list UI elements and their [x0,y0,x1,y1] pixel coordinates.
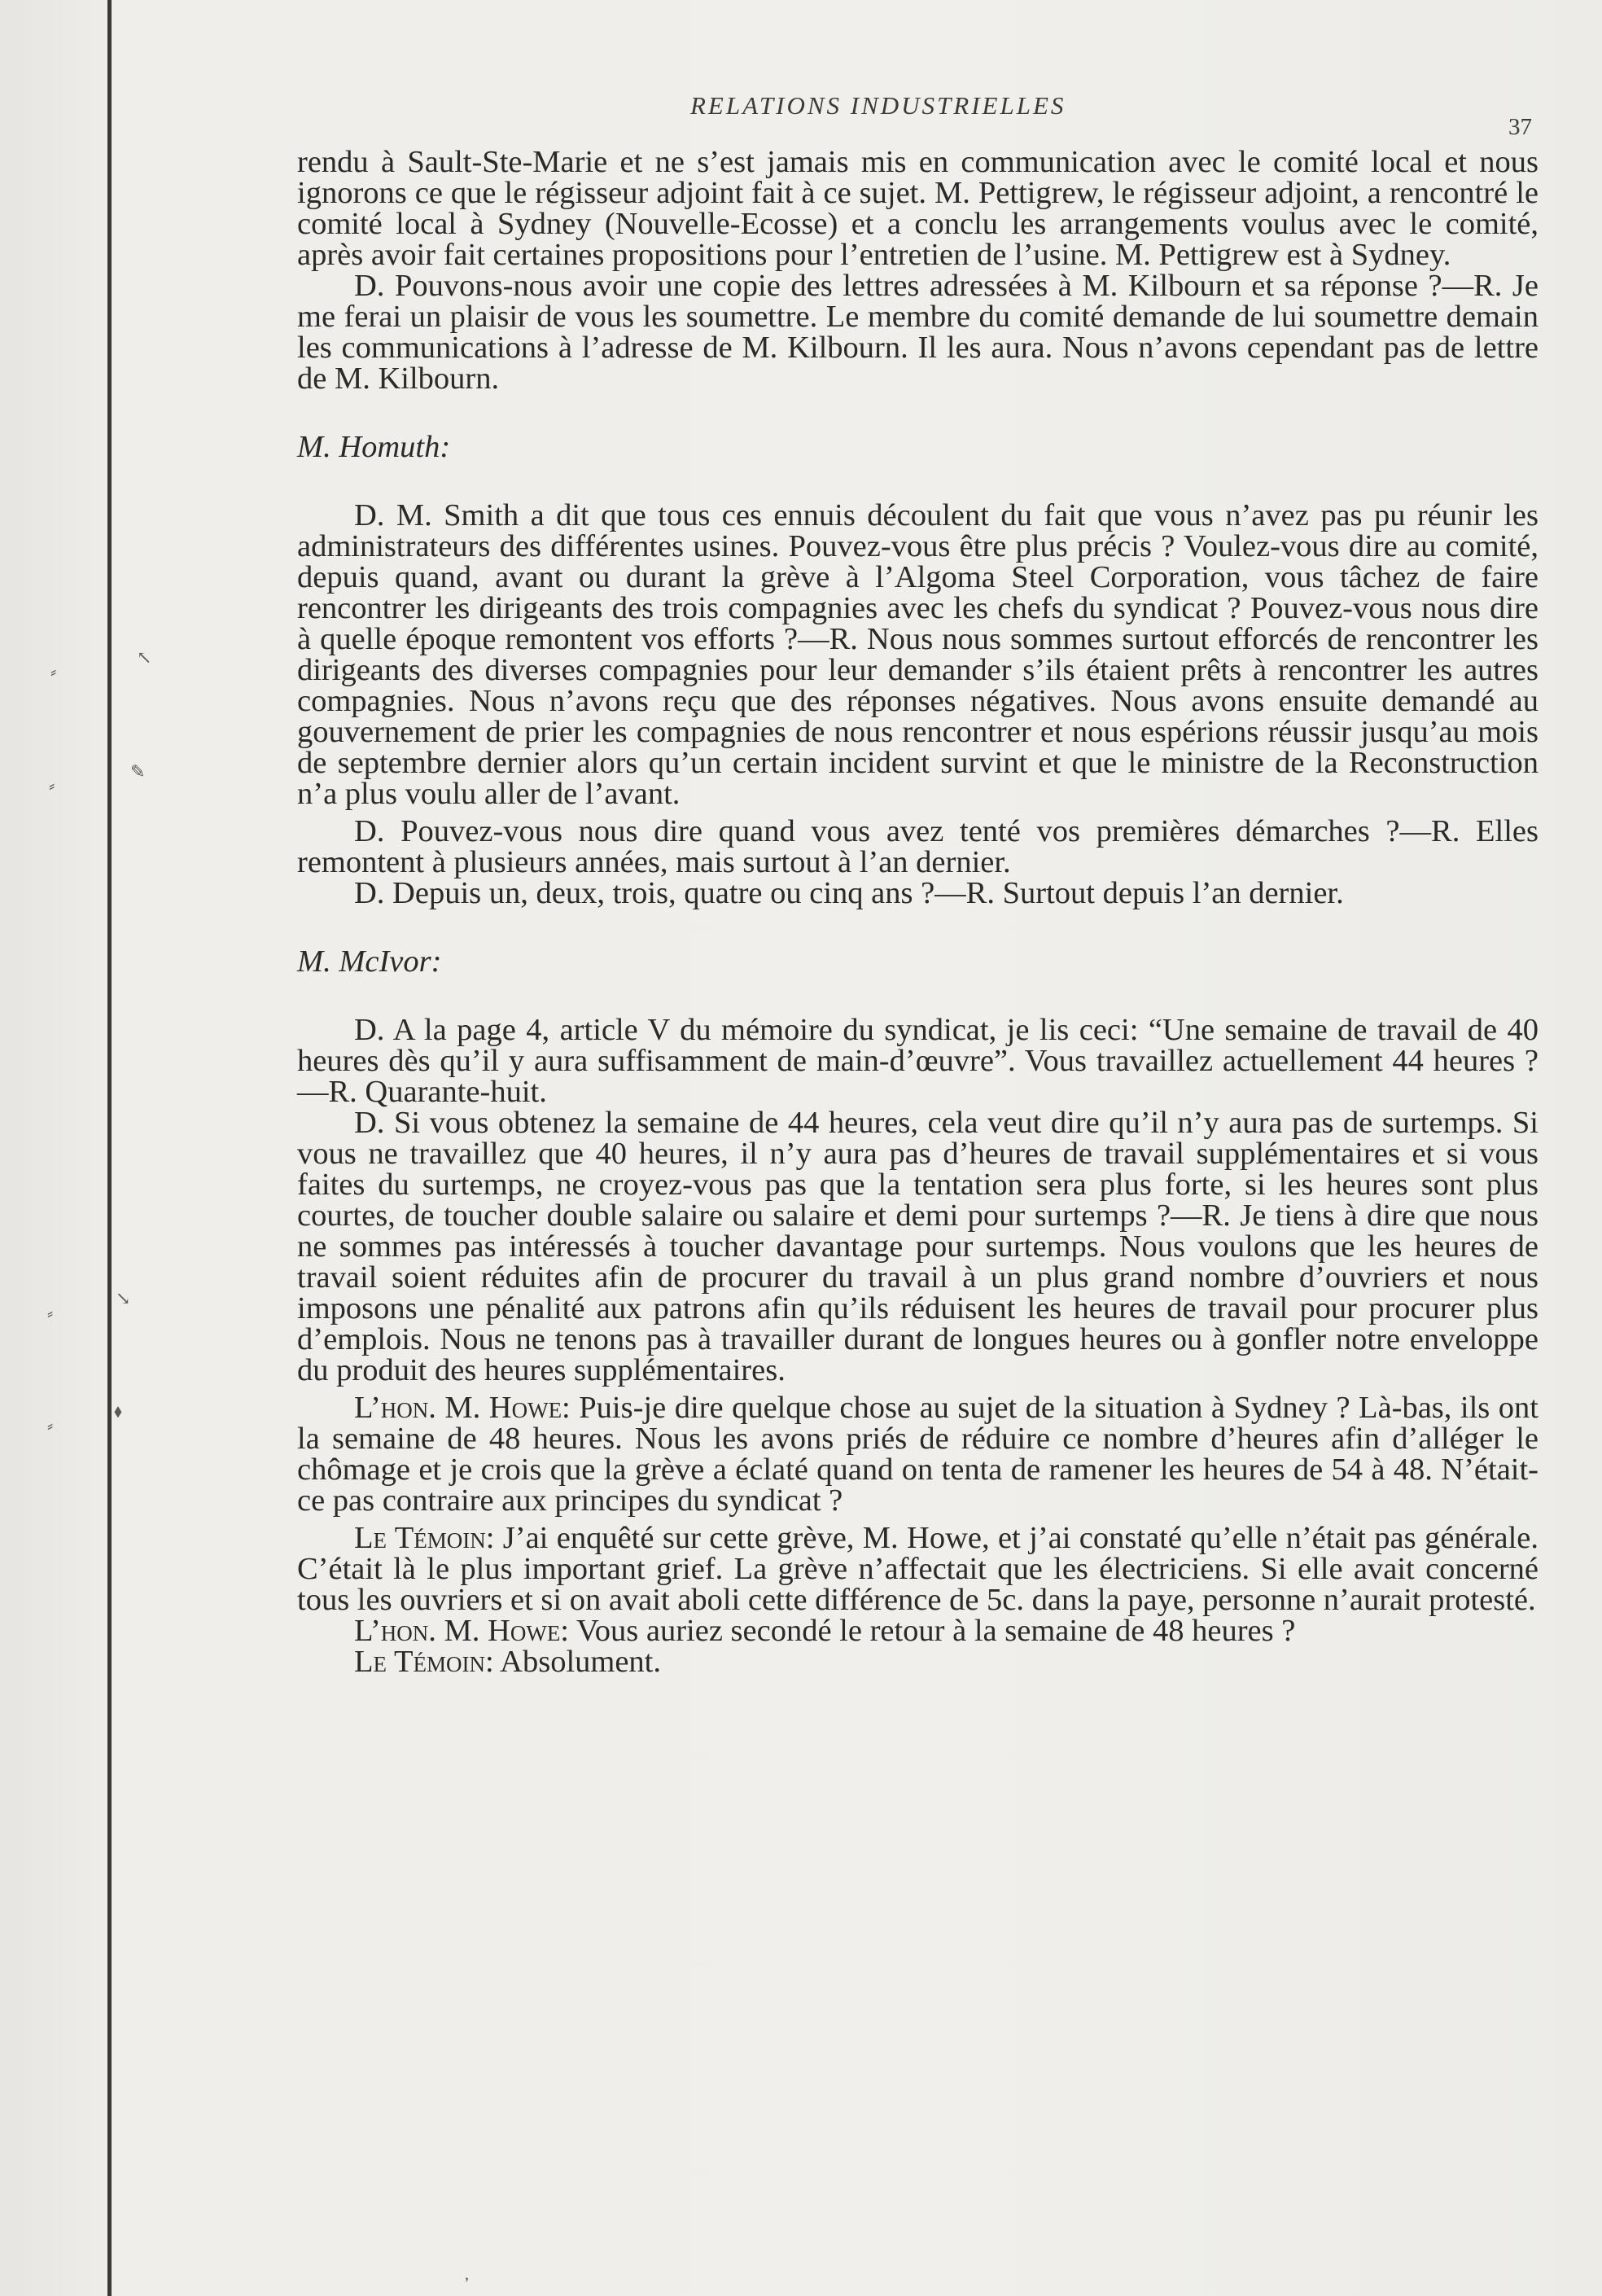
speaker-name: Le Témoin: [354,1645,494,1679]
page-number: 37 [1508,114,1532,140]
paragraph: D. Pouvez-vous nous dire quand vous avez tenté vos premières démarches ?—R. Elles remontent à plusieurs années, mais surtout à l’an dernier. [297,814,1539,879]
speaker-name: Le Témoin: [354,1521,495,1555]
paragraph-text: Absolument. [493,1645,661,1679]
paragraph-text: J’ai enquêté sur cette grève, M. Howe, et j’ai constaté qu’elle n’était pas générale. C’était là le plus important grief. La grève n’affectait que les électriciens. Si elle avait concerné tous les ouvriers et si on avait aboli cette différence de 5c. dans la paye, personne n’aurait protesté. [297,1521,1539,1617]
paragraph [297,1646,1539,1677]
margin-mark: ✎ [130,761,146,782]
paragraph [297,1392,1539,1516]
speaker-heading: M. Homuth: [297,430,451,464]
margin-mark: ⸗ [50,661,57,681]
binding-edge [107,0,112,2296]
paragraph-text: Puis-je dire quelque chose au sujet de la situation à Sydney ? Là-bas, ils ont la semaine de 48 heures. Nous les avons priés de réduire ce nombre d’heures afin d’alléger le chômage et je crois que la grève a éclaté quand on tenta de ramener les heures de 54 à 48. N’était-ce pas contraire aux principes du syndicat ? [297,1391,1539,1518]
paragraph: D. Si vous obtenez la semaine de 44 heures, cela veut dire qu’il n’y aura pas de surtemps. Si vous ne travaillez que 40 heures, il n’y aura pas d’heures de travail supplémentaires et si vous faites du surtemps, ne croyez-vous pas que la tentation sera plus forte, si les heures sont plus courtes, de toucher double salaire ou salaire et demi pour surtemps ?—R. Je tiens à dire que nous ne sommes pas intéressés à toucher davantage pour surtemps. Nous voulons que les heures de travail soient réduites afin de procurer du travail à un plus grand nombre d’ouvriers et nous imposons une pénalité aux patrons afin qu’ils réduisent les heures de travail pour procurer plus d’emplois. Nous ne tenons pas à travailler durant de longues heures ou à gonfler notre enveloppe du produit des heures supplémentaires. [297,1106,1539,1387]
paragraph: D. M. Smith a dit que tous ces ennuis découlent du fait que vous n’avez pas pu réunir les administrateurs des différentes usines. Pouvez-vous être plus précis ? Voulez-vous dire au comité, depuis quand, avant ou durant la grève à l’Algoma Steel Corporation, vous tâchez de faire rencontrer les dirigeants des trois compagnies avec les chefs du syndicat ? Pouvez-vous nous dire à quelle époque remontent vos efforts ?—R. Nous nous sommes surtout efforcés de rencontrer les dirigeants des diverses compagnies pour leur demander s’ils étaient prêts à rencontrer les autres compagnies. Nous n’avons reçu que des réponses négatives. Nous avons ensuite demandé au gouvernement de prier les compagnies de nous rencontrer et nous espérions réussir jusqu’au mois de septembre dernier alors qu’un certain incident survint et que le ministre de la Reconstruction n’a plus voulu aller de l’avant. [297,498,1539,811]
running-title: RELATIONS INDUSTRIELLES [690,91,1066,120]
body-text [297,147,1539,1677]
speaker-name: L’hon. M. Howe: [354,1391,571,1425]
margin-mark: ⸗ [47,1303,54,1323]
margin-mark: ↖ [137,647,152,668]
margin-mark: ⸗ [47,1415,54,1435]
bottom-mark: ʼ [464,2275,470,2293]
speaker-name: L’hon. M. Howe: [354,1614,570,1648]
paragraph: D. A la page 4, article V du mémoire du syndicat, je lis ceci: “Une semaine de travail de 40 heures dès qu’il y aura suffisamment de main-d’œuvre”. Vous travaillez actuellement 44 heures ?—R. Quarante-huit. [297,1013,1539,1109]
margin-mark: ⸗ [49,775,55,795]
paragraph: D. Pouvons-nous avoir une copie des lettres adressées à M. Kilbourn et sa réponse ?—R. Je me ferai un plaisir de vous les soumettre. Le membre du comité demande de lui soumettre demain les communications à l’adresse de M. Kilbourn. Il les aura. Nous n’avons cependant pas de lettre de M. Kilbourn. [297,269,1539,396]
speaker-heading: M. McIvor: [297,944,442,979]
paragraph-text: Vous auriez secondé le retour à la semaine de 48 heures ? [569,1614,1296,1648]
paragraph [297,1615,1539,1646]
margin-mark: ↘ [116,1288,131,1308]
paragraph [297,1523,1539,1615]
paragraph: D. Depuis un, deux, trois, quatre ou cinq ans ?—R. Surtout depuis l’an dernier. [354,876,1344,910]
paragraph: rendu à Sault-Ste-Marie et ne s’est jamais mis en communication avec le comité local et nous ignorons ce que le régisseur adjoint fait à ce sujet. M. Pettigrew, le régisseur adjoint, a rencontré le comité local à Sydney (Nouvelle-Ecosse) et a conclu les arrangements voulus avec le comité, après avoir fait certaines propositions pour l’entretien de l’usine. M. Pettigrew est à Sydney. [297,145,1539,272]
margin-mark: ⬧ [114,1400,122,1421]
